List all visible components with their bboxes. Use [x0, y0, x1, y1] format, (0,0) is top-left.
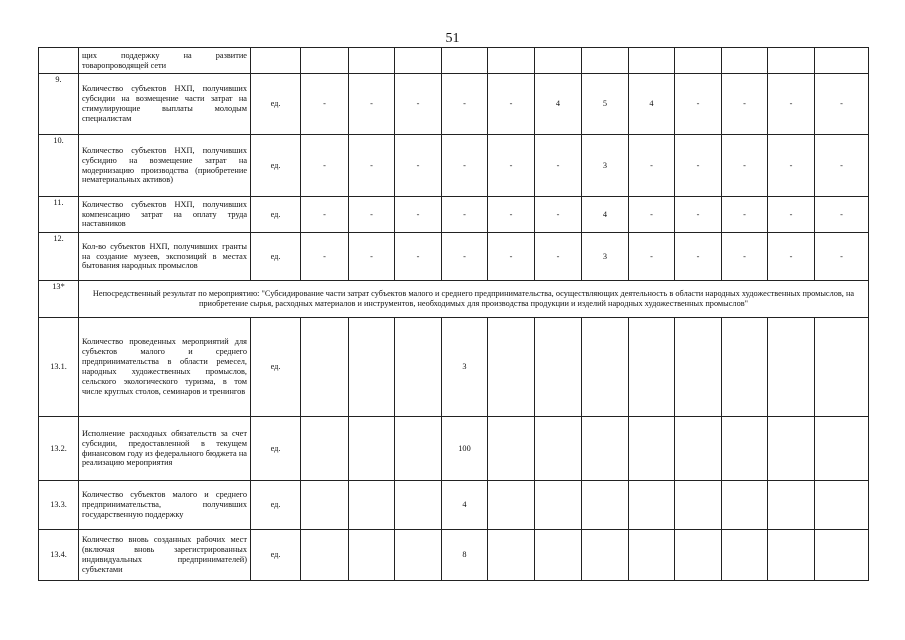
- value-cell: [488, 48, 535, 74]
- indicator-name: Кол-во субъектов НХП, получивших гранты на создание музеев, экспозиций в местах бытования народных промыслов: [79, 233, 251, 281]
- value-cell: [395, 318, 442, 417]
- value-cell: -: [301, 233, 349, 281]
- value-cell: -: [442, 233, 488, 281]
- table-row: [39, 233, 869, 281]
- value-cell: -: [349, 197, 395, 233]
- table-body: [39, 48, 869, 581]
- indicator-name: щих поддержку на развитие товаропроводящей сети: [79, 48, 251, 74]
- row-number: 12.: [39, 233, 79, 281]
- value-cell: [395, 530, 442, 581]
- row-number: 13.2.: [39, 417, 79, 481]
- row-number: [39, 48, 79, 74]
- value-cell: [815, 48, 869, 74]
- results-table: [38, 47, 869, 581]
- value-cell: [582, 530, 629, 581]
- value-cell: [768, 530, 815, 581]
- value-cell: [349, 530, 395, 581]
- value-cell: -: [768, 233, 815, 281]
- value-cell: [768, 417, 815, 481]
- value-cell: [768, 481, 815, 530]
- indicator-name: Количество субъектов НХП, получивших компенсацию затрат на оплату труда наставников: [79, 197, 251, 233]
- value-cell: [675, 318, 722, 417]
- value-cell: [301, 318, 349, 417]
- unit-cell: ед.: [251, 135, 301, 197]
- unit-cell: ед.: [251, 233, 301, 281]
- value-cell: -: [442, 197, 488, 233]
- page-number: 51: [445, 31, 460, 46]
- value-cell: -: [722, 135, 768, 197]
- value-cell: -: [629, 135, 675, 197]
- value-cell: 8: [442, 530, 488, 581]
- value-cell: [768, 318, 815, 417]
- table-row: [39, 74, 869, 135]
- indicator-name: Количество субъектов малого и среднего предпринимательства, получивших государственную поддержку: [79, 481, 251, 530]
- indicator-name: Исполнение расходных обязательств за счет субсидии, предоставленной в текущем финансовом году из федерального бюджета на реализацию мероприятия: [79, 417, 251, 481]
- value-cell: [582, 417, 629, 481]
- value-cell: [349, 318, 395, 417]
- unit-cell: ед.: [251, 318, 301, 417]
- value-cell: -: [629, 233, 675, 281]
- value-cell: [301, 48, 349, 74]
- value-cell: [768, 48, 815, 74]
- value-cell: -: [815, 74, 869, 135]
- value-cell: -: [349, 135, 395, 197]
- table-row: [39, 135, 869, 197]
- value-cell: -: [768, 135, 815, 197]
- value-cell: [815, 530, 869, 581]
- value-cell: 3: [582, 233, 629, 281]
- unit-cell: ед.: [251, 481, 301, 530]
- unit-cell: ед.: [251, 417, 301, 481]
- value-cell: -: [395, 135, 442, 197]
- value-cell: 3: [582, 135, 629, 197]
- value-cell: [722, 417, 768, 481]
- unit-cell: [251, 48, 301, 74]
- table-row: [39, 481, 869, 530]
- indicator-name: Количество вновь созданных рабочих мест (включая вновь зарегистрированных индивидуальных предпринимателей) субъектами: [79, 530, 251, 581]
- value-cell: -: [768, 197, 815, 233]
- value-cell: -: [768, 74, 815, 135]
- value-cell: -: [535, 135, 582, 197]
- value-cell: [395, 481, 442, 530]
- section-13-row: [39, 281, 869, 318]
- value-cell: [349, 48, 395, 74]
- value-cell: -: [675, 135, 722, 197]
- table-row: [39, 530, 869, 581]
- value-cell: [722, 318, 768, 417]
- value-cell: [675, 481, 722, 530]
- value-cell: [675, 417, 722, 481]
- value-cell: [488, 481, 535, 530]
- value-cell: -: [815, 197, 869, 233]
- value-cell: 5: [582, 74, 629, 135]
- value-cell: -: [535, 233, 582, 281]
- row-number: 13.3.: [39, 481, 79, 530]
- value-cell: [301, 530, 349, 581]
- value-cell: [722, 48, 768, 74]
- value-cell: -: [629, 197, 675, 233]
- table-row: [39, 318, 869, 417]
- value-cell: [629, 318, 675, 417]
- value-cell: [488, 530, 535, 581]
- value-cell: [442, 48, 488, 74]
- value-cell: [535, 530, 582, 581]
- value-cell: [582, 318, 629, 417]
- value-cell: [722, 481, 768, 530]
- value-cell: [629, 417, 675, 481]
- value-cell: 4: [629, 74, 675, 135]
- value-cell: [675, 48, 722, 74]
- value-cell: -: [488, 197, 535, 233]
- value-cell: -: [815, 135, 869, 197]
- value-cell: [815, 481, 869, 530]
- value-cell: -: [722, 74, 768, 135]
- value-cell: -: [488, 135, 535, 197]
- value-cell: -: [349, 74, 395, 135]
- indicator-name: Количество субъектов НХП, получивших субсидию на возмещение затрат на модернизацию производства (приобретение нематериальных активов): [79, 135, 251, 197]
- value-cell: -: [349, 233, 395, 281]
- value-cell: [488, 417, 535, 481]
- value-cell: -: [442, 135, 488, 197]
- value-cell: 100: [442, 417, 488, 481]
- value-cell: -: [535, 197, 582, 233]
- section-number: 13*: [39, 281, 79, 318]
- value-cell: -: [722, 233, 768, 281]
- value-cell: [582, 481, 629, 530]
- section-title: Непосредственный результат по мероприятию: "Субсидирование части затрат субъектов малого и среднего предпринимательства, осуществляющих деятельность в области народных художественных промыслов, на приобретение сырья, расходных материалов и инструментов, необходимых для производства продукции и изделий народных художественных промыслов": [79, 281, 869, 318]
- value-cell: [582, 48, 629, 74]
- value-cell: -: [395, 233, 442, 281]
- unit-cell: ед.: [251, 74, 301, 135]
- value-cell: [395, 417, 442, 481]
- unit-cell: ед.: [251, 197, 301, 233]
- value-cell: -: [722, 197, 768, 233]
- value-cell: -: [395, 197, 442, 233]
- row-number: 11.: [39, 197, 79, 233]
- value-cell: [815, 318, 869, 417]
- value-cell: [535, 318, 582, 417]
- value-cell: [535, 48, 582, 74]
- table-row: [39, 417, 869, 481]
- table-row: [39, 197, 869, 233]
- value-cell: 4: [535, 74, 582, 135]
- value-cell: [629, 481, 675, 530]
- table-row: [39, 48, 869, 74]
- value-cell: [675, 530, 722, 581]
- value-cell: [815, 417, 869, 481]
- value-cell: -: [301, 74, 349, 135]
- value-cell: [301, 417, 349, 481]
- value-cell: [395, 48, 442, 74]
- value-cell: [301, 481, 349, 530]
- value-cell: [629, 48, 675, 74]
- value-cell: -: [675, 197, 722, 233]
- value-cell: [722, 530, 768, 581]
- unit-cell: ед.: [251, 530, 301, 581]
- value-cell: -: [301, 135, 349, 197]
- value-cell: -: [301, 197, 349, 233]
- row-number: 13.1.: [39, 318, 79, 417]
- row-number: 13.4.: [39, 530, 79, 581]
- indicator-name: Количество субъектов НХП, получивших субсидии на возмещение части затрат на стимулирующие выплаты молодым специалистам: [79, 74, 251, 135]
- row-number: 9.: [39, 74, 79, 135]
- value-cell: -: [815, 233, 869, 281]
- value-cell: 4: [582, 197, 629, 233]
- value-cell: [629, 530, 675, 581]
- value-cell: [535, 481, 582, 530]
- value-cell: -: [488, 74, 535, 135]
- value-cell: [349, 417, 395, 481]
- value-cell: -: [675, 74, 722, 135]
- row-number: 10.: [39, 135, 79, 197]
- value-cell: [488, 318, 535, 417]
- value-cell: -: [488, 233, 535, 281]
- value-cell: 4: [442, 481, 488, 530]
- value-cell: -: [442, 74, 488, 135]
- indicator-name: Количество проведенных мероприятий для субъектов малого и среднего предпринимательства в области ремесел, народных художественных промыслов, сельского экологического туризма, в том числе круглых столов, семинаров и тренингов: [79, 318, 251, 417]
- value-cell: [349, 481, 395, 530]
- value-cell: -: [675, 233, 722, 281]
- value-cell: -: [395, 74, 442, 135]
- value-cell: 3: [442, 318, 488, 417]
- value-cell: [535, 417, 582, 481]
